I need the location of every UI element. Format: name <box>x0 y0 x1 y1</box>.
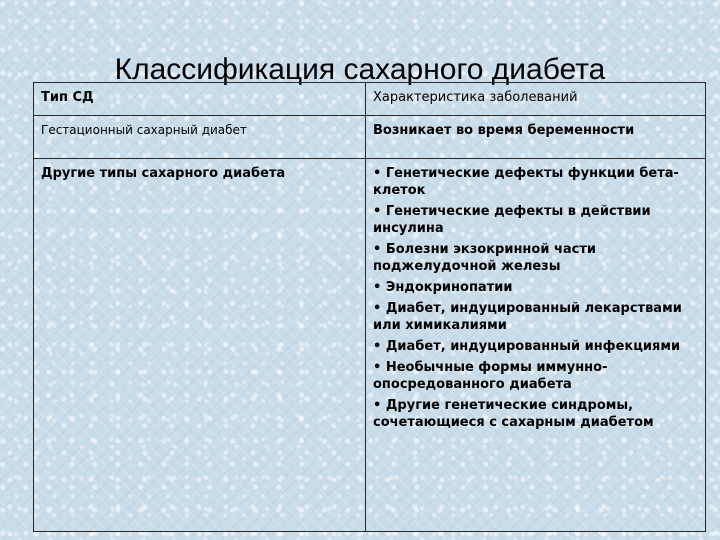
row-characteristic-cell <box>366 159 706 532</box>
table-row <box>34 159 706 532</box>
row-type-cell: Гестационный сахарный диабет <box>34 116 366 159</box>
list-item-text: Болезни экзокринной части поджелудочной железы <box>373 242 597 274</box>
list-item <box>373 338 698 355</box>
list-item-text: Другие генетические синдромы, сочетающиеся с сахарным диабетом <box>373 398 654 430</box>
header-characteristic-label: Характеристика заболеваний <box>373 90 578 105</box>
list-item-text: Генетические дефекты в действии инсулина <box>373 204 651 236</box>
bullet-icon: • <box>373 280 382 295</box>
row-characteristic-cell: Возникает во время беременности <box>366 116 706 159</box>
characteristics-list <box>373 165 698 431</box>
bullet-icon: • <box>373 301 382 316</box>
page-title: Классификация сахарного диабета <box>114 53 606 86</box>
classification-table <box>33 82 706 532</box>
list-item <box>373 203 698 237</box>
list-item <box>373 279 698 296</box>
list-item-text: Генетические дефекты функции бета-клеток <box>373 166 679 198</box>
bullet-icon: • <box>373 398 382 413</box>
row-type-cell: Другие типы сахарного диабета <box>34 159 366 532</box>
bullet-icon: • <box>373 204 382 219</box>
list-item-text: Эндокринопатии <box>385 280 513 295</box>
header-type <box>34 83 366 116</box>
list-item-text: Необычные формы иммунно-опосредованного диабета <box>373 360 608 392</box>
bullet-icon: • <box>373 339 382 354</box>
list-item <box>373 397 698 431</box>
bullet-icon: • <box>373 166 382 181</box>
header-type-label: Тип СД <box>41 90 94 105</box>
list-item <box>373 241 698 275</box>
list-item-text: Диабет, индуцированный инфекциями <box>385 339 681 354</box>
header-characteristic <box>366 83 706 116</box>
list-item <box>373 300 698 334</box>
table-row <box>34 116 706 159</box>
list-item <box>373 165 698 199</box>
table-header-row <box>34 83 706 116</box>
bullet-icon: • <box>373 242 382 257</box>
list-item-text: Диабет, индуцированный лекарствами или химикалиями <box>373 301 682 333</box>
list-item <box>373 359 698 393</box>
bullet-icon: • <box>373 360 382 375</box>
